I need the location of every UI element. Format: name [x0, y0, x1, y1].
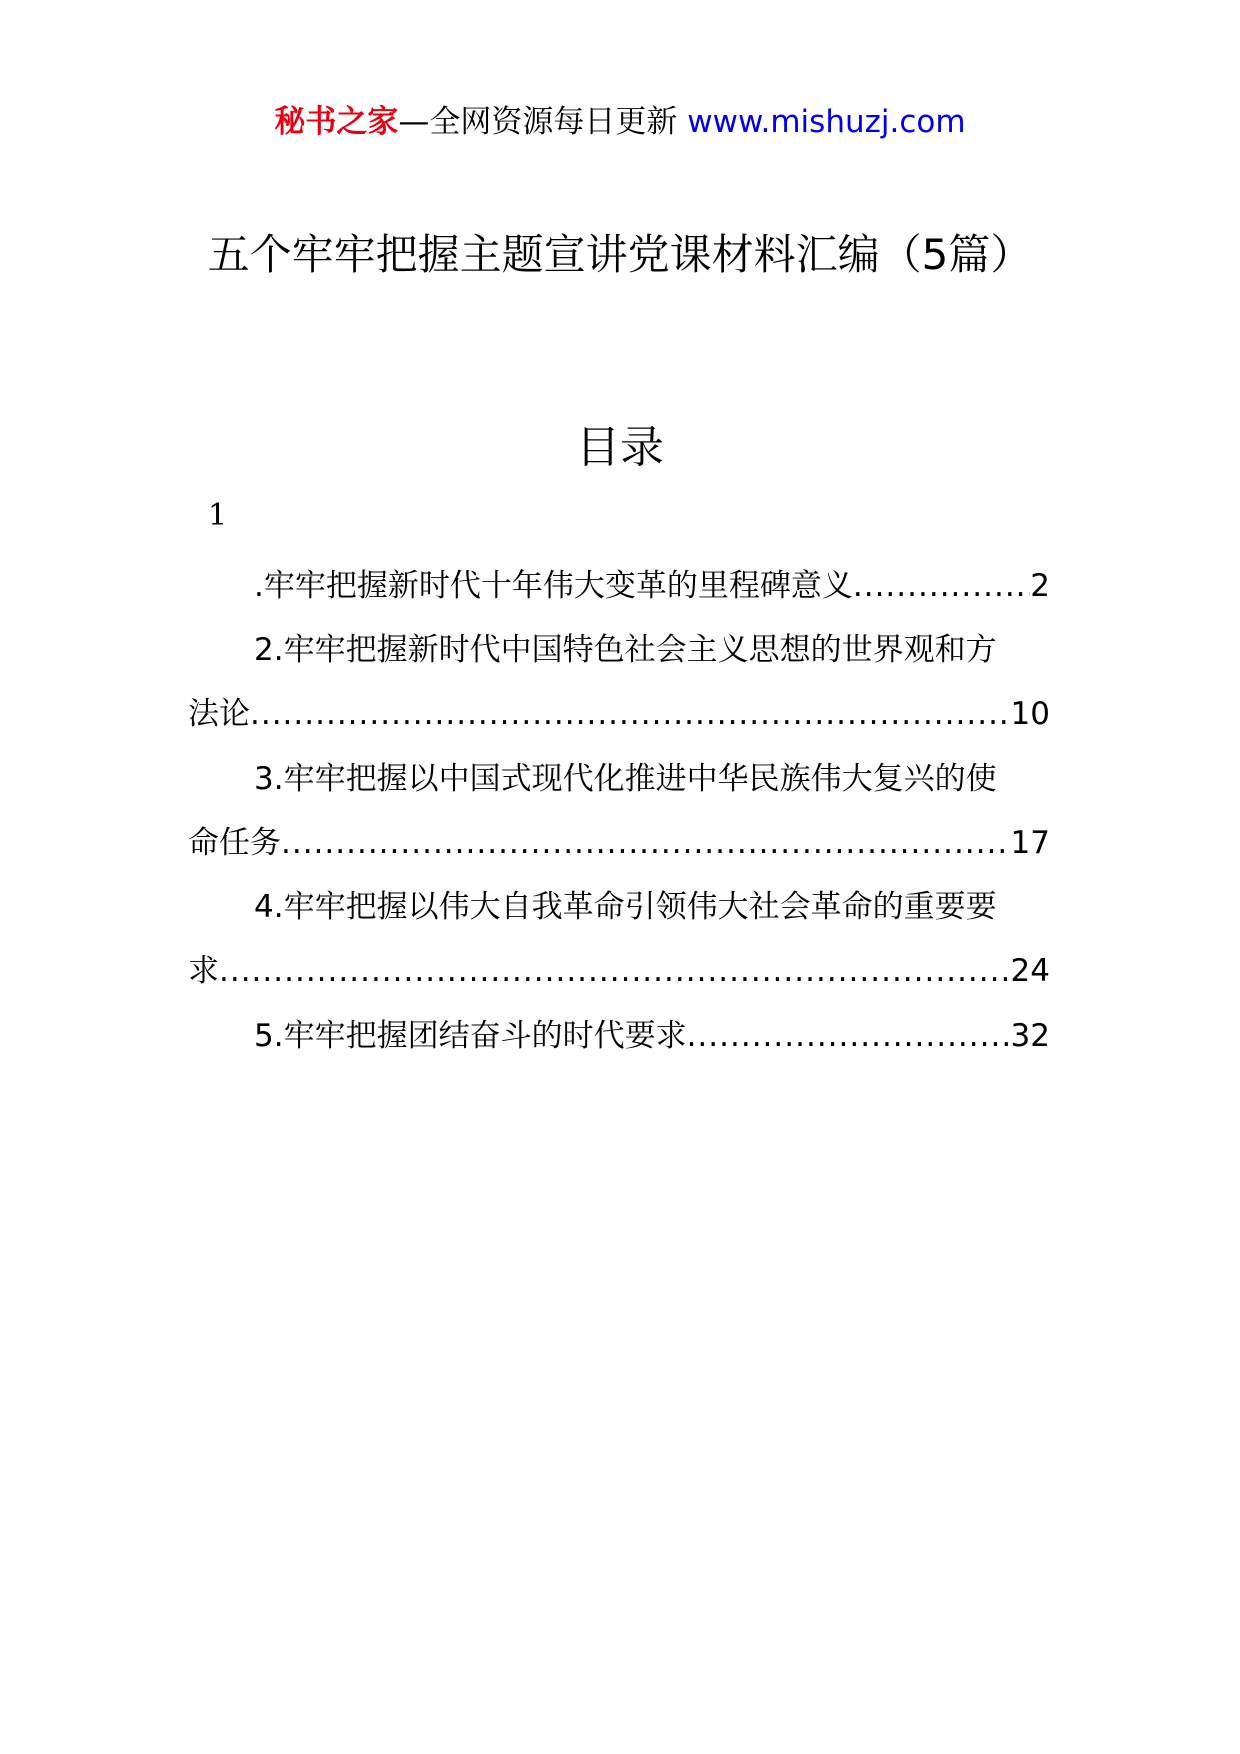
- banner-tagline: —全网资源每日更新: [398, 104, 678, 140]
- document-title: 五个牢牢把握主题宣讲党课材料汇编（5篇）: [207, 230, 1033, 279]
- stray-item-number: 1: [208, 498, 228, 533]
- toc-heading: 目录: [576, 422, 664, 473]
- toc-page-number: 10: [1010, 696, 1050, 732]
- site-banner: [0, 100, 1240, 144]
- toc-entry-title: 2.牢牢把握新时代中国特色社会主义思想的世界观和方: [254, 632, 997, 668]
- toc-page-number: 17: [1010, 825, 1050, 861]
- toc-leader-dots: [853, 568, 1030, 604]
- toc-entry-title-continued: 求: [188, 953, 219, 989]
- toc-entry-3-continued[interactable]: [188, 817, 1050, 863]
- toc-entry-4-continued[interactable]: [188, 945, 1050, 991]
- site-url[interactable]: www.mishuzj.com: [687, 104, 966, 140]
- toc-entry-4[interactable]: [188, 881, 1050, 927]
- toc-entry-3[interactable]: [188, 753, 1050, 799]
- brand-name: 秘书之家: [274, 104, 399, 140]
- toc-entry-title-continued: 法论: [188, 696, 250, 732]
- toc-leader-dots: [687, 1018, 1011, 1054]
- toc-entry-5[interactable]: [188, 1010, 1050, 1056]
- toc-entry-2[interactable]: [188, 624, 1050, 670]
- toc-entry-1[interactable]: [188, 560, 1050, 606]
- toc-page-number: 32: [1010, 1018, 1050, 1054]
- toc-entry-2-continued[interactable]: [188, 688, 1050, 734]
- toc-entry-title: 4.牢牢把握以伟大自我革命引领伟大社会革命的重要要: [254, 889, 997, 925]
- toc-entry-title-continued: 命任务: [188, 825, 281, 861]
- toc-entry-title: .牢牢把握新时代十年伟大变革的里程碑意义: [254, 568, 853, 604]
- toc-page-number: 2: [1030, 568, 1050, 604]
- toc-entry-title: 5.牢牢把握团结奋斗的时代要求: [254, 1018, 687, 1054]
- toc-leader-dots: [219, 953, 1011, 989]
- toc-entry-title: 3.牢牢把握以中国式现代化推进中华民族伟大复兴的使: [254, 761, 997, 797]
- toc-page-number: 24: [1010, 953, 1050, 989]
- toc-leader-dots: [250, 696, 1011, 732]
- toc-leader-dots: [281, 825, 1011, 861]
